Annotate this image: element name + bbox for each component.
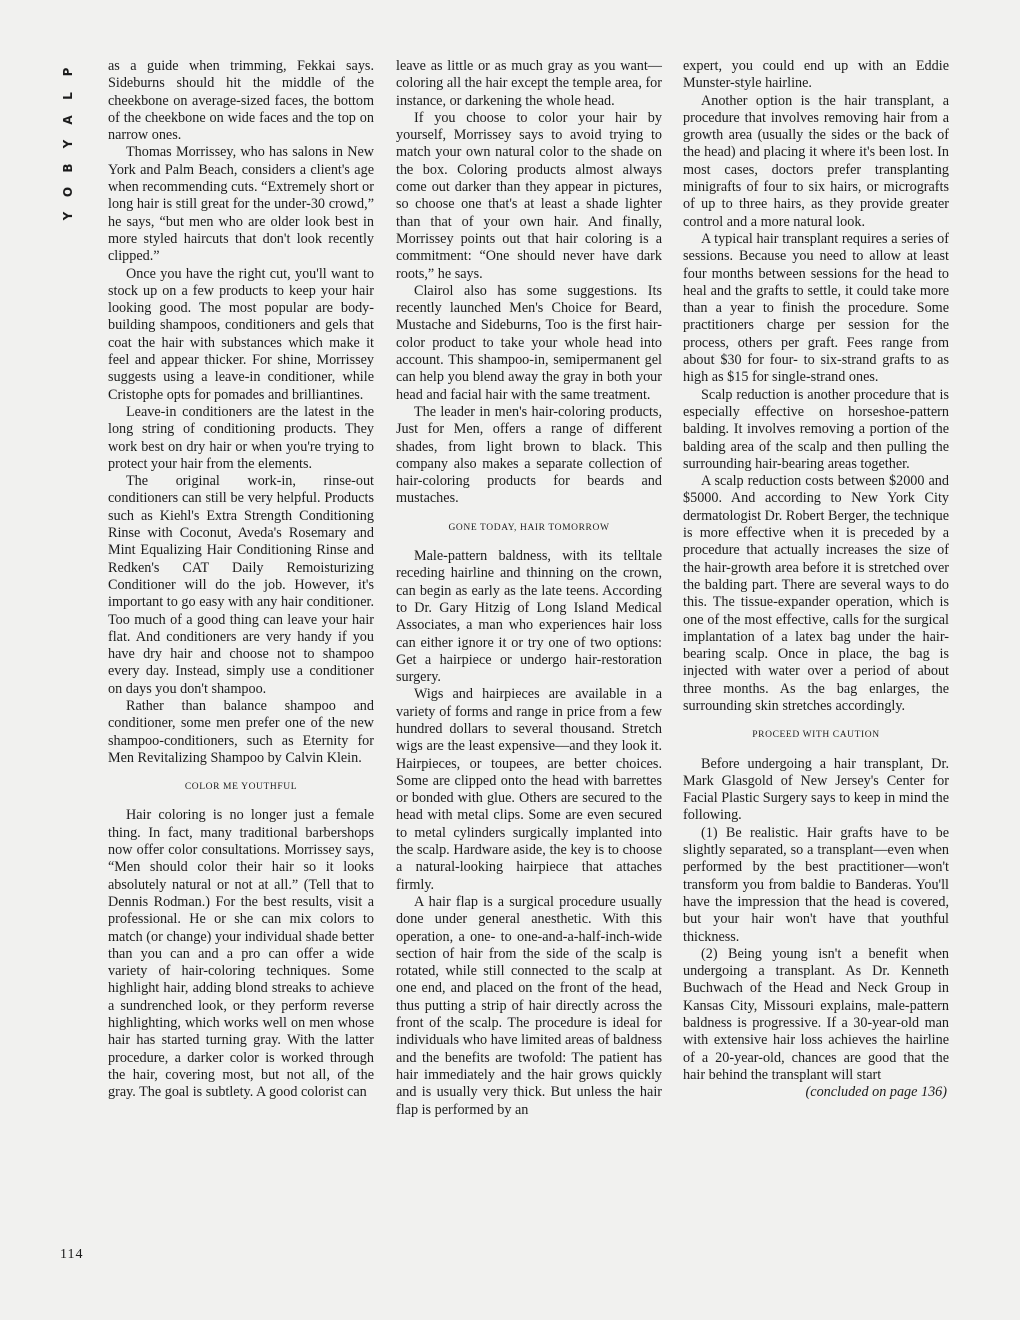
- masthead-letter: P: [61, 67, 75, 77]
- paragraph: Rather than balance shampoo and conditioner, some men prefer one of the new shampoo-conditioners, such as Eternity for Men Revitalizing Shampoo by Calvin Klein.: [108, 697, 374, 766]
- paragraph: A scalp reduction costs between $2000 and $5000. And according to New York City dermatologist Dr. Robert Berger, the technique is more effective when it is preceded by a procedure that actually increases the size of the hair-growth area before it is stretched over the balding part. There are several ways to do this. The tissue-expander operation, which is one of the most effective, calls for the surgical implantation of a latex bag under the hair-bearing scalp. Once in place, the bag is injected with water over a period of about three months. As the bag enlarges, the surrounding skin stretches accordingly.: [683, 473, 949, 714]
- paragraph: If you choose to color your hair by yourself, Morrissey says to avoid trying to match your own natural color to the shade on the box. Coloring products almost always come out darker than they appear in pictures, so choose one that's at least a shade lighter than that of your own hair. And finally, Morrissey points out that hair coloring is a commitment: “One should never have dark roots,” he says.: [396, 109, 662, 282]
- paragraph-continued: leave as little or as much gray as you want—coloring all the hair except the temple area, for instance, or darkening the whole head.: [396, 58, 662, 109]
- paragraph-continued: expert, you could end up with an Eddie Munster-style hairline.: [683, 58, 949, 92]
- section-heading: PROCEED WITH CAUTION: [752, 730, 880, 741]
- paragraph: The leader in men's hair-coloring products, Just for Men, offers a range of different shades, from light brown to black. This company also makes a separate collection of hair-coloring products for beards and mustaches.: [396, 403, 662, 507]
- text-column-2: [396, 58, 662, 1119]
- paragraph: Scalp reduction is another procedure that is especially effective on horseshoe-pattern balding. It involves removing a portion of the balding area of the scalp and then pulling the surrounding hair-bearing areas together.: [683, 386, 949, 472]
- paragraph: (2) Being young isn't a benefit when undergoing a transplant. As Dr. Kenneth Buchwach of the Head and Neck Group in Kansas City, Missouri explains, male-pattern baldness is progressive. If a 30-year-old man with extensive hair loss achieves the hairline of a 20-year-old, chances are good that the hair behind the transplant will start: [683, 945, 949, 1083]
- masthead-letter: L: [61, 92, 75, 100]
- paragraph: Clairol also has some suggestions. Its recently launched Men's Choice for Beard, Mustache and Sideburns, Too is the first hair-color product to take your whole head into account. This shampoo-in, semipermanent gel can help you blend away the gray in both your head and facial hair with the same treatment.: [396, 282, 662, 403]
- paragraph: Male-pattern baldness, with its telltale receding hairline and thinning on the crown, can begin as early as the late teens. According to Dr. Gary Hitzig of Long Island Medical Associates, a man who experiences hair loss can either ignore it or try one of two options: Get a hairpiece or undergo hair-restoration surgery.: [396, 548, 662, 686]
- paragraph: Another option is the hair transplant, a procedure that involves removing hair from a growth area (usually the sides or the back of the head) and placing it where it's been lost. In most cases, doctors prefer transplanting minigrafts of four to six hairs, or micrografts of up to three hairs, as they provide greater control and a more natural look.: [683, 92, 949, 230]
- paragraph: A typical hair transplant requires a series of sessions. Because you need to allow at least four months between sessions for the head to heal and the grafts to settle, it could take more than a year to finish the procedure. Some practitioners charge per session for the process, others per graft. Fees range from about $30 for four- to six-strand grafts to as high as $15 for single-strand ones.: [683, 230, 949, 386]
- text-column-3: [683, 58, 949, 1102]
- paragraph: Leave-in conditioners are the latest in the long string of conditioning products. They work best on dry hair or when you're trying to protect your hair from the elements.: [108, 403, 374, 472]
- paragraph: Once you have the right cut, you'll want to stock up on a few products to keep your hair looking good. The most popular are body-building shampoos, conditioners and gels that coat the hair with substances which make it feel and appear thicker. For shine, Morrissey suggests using a leave-in conditioner, while Cristophe opts for pomades and brilliantines.: [108, 265, 374, 403]
- paragraph: Wigs and hairpieces are available in a variety of forms and range in price from a few hundred dollars to several thousand. Stretch wigs are the least expensive—and they look it. Hairpieces, or toupees, are better choices. Some are clipped onto the head with barrettes or bonded with glue. Others are secured to the head with metal clips. Some are even secured to metal cylinders surgically implanted into the scalp. Hardware aside, the key is to choose a natural-looking hairpiece that attaches firmly.: [396, 686, 662, 893]
- paragraph: Hair coloring is no longer just a female thing. In fact, many traditional barbershops now offer color consultations. Morrissey says, “Men should color their hair so it looks absolutely natural or not at all.” (Tell that to Dennis Rodman.) For the best results, visit a professional. He or she can mix colors to match (or change) your individual shade better than you can and a pro can offer a wide variety of hair-coloring techniques. Some highlight hair, adding blond streaks to achieve a sundrenched look, or they perform reverse highlighting, which works well on men whose hair has started turning gray. With the latter procedure, a darker color is worked through the hair, covering most, but not all, of the gray. The goal is subtlety. A good colorist can: [108, 807, 374, 1101]
- masthead-letter: B: [61, 163, 75, 173]
- paragraph-continued: as a guide when trimming, Fekkai says. Sideburns should hit the middle of the cheekbone on average-sized faces, the bottom of the cheekbone on wide faces and the top on narrow ones.: [108, 58, 374, 144]
- section-heading: GONE TODAY, HAIR TOMORROW: [448, 522, 610, 533]
- masthead-letter: A: [61, 115, 75, 125]
- paragraph: (1) Be realistic. Hair grafts have to be slightly separated, so a transplant—even when performed by the best practitioner—won't transform you from baldie to Banderas. You'll have the impression that the head is covered, but your hair won't have that youthful thickness.: [683, 824, 949, 945]
- masthead-letter: Y: [61, 139, 75, 149]
- section-heading: COLOR ME YOUTHFUL: [184, 782, 298, 793]
- page-number: 114: [60, 1247, 84, 1262]
- paragraph: Before undergoing a hair transplant, Dr. Mark Glasgold of New Jersey's Center for Facial Plastic Surgery says to keep in mind the following.: [683, 755, 949, 824]
- continuation-note: (concluded on page 136): [805, 1084, 947, 1101]
- paragraph: The original work-in, rinse-out conditioners can still be very helpful. Products such as Kiehl's Extra Strength Conditioning Rinse with Coconut, Aveda's Rosemary and Mint Equalizing Hair Conditioning Rinse and Redken's CAT Daily Remoisturizing Conditioner will do the job. However, it's important to go easy with any hair conditioner. Too much of a good thing can leave your hair flat. And conditioners are very handy if you have dry hair and choose not to shampoo every day. Instead, simply use a conditioner on days you don't shampoo.: [108, 473, 374, 697]
- paragraph: A hair flap is a surgical procedure usually done under general anesthetic. With this operation, a one- to one-and-a-half-inch-wide section of hair from the side of the scalp is rotated, while still connected to the scalp at one end, and placed on the front of the head, thus putting a strip of hair directly across the front of the scalp. The procedure is ideal for individuals who have limited areas of baldness and the benefits are twofold: The patient has hair immediately and the hair grows quickly and is usually very thick. But unless the hair flap is performed by an: [396, 893, 662, 1118]
- masthead-vertical: [60, 60, 80, 228]
- text-column-1: [108, 58, 374, 1102]
- masthead-letter: O: [61, 186, 75, 198]
- paragraph: Thomas Morrissey, who has salons in New York and Palm Beach, considers a client's age when recommending cuts. “Extremely short or long hair is still great for the under-30 crowd,” he says, “but men who are older look best in more styled haircuts that don't look recently clipped.”: [108, 144, 374, 265]
- masthead-letter: Y: [61, 211, 75, 221]
